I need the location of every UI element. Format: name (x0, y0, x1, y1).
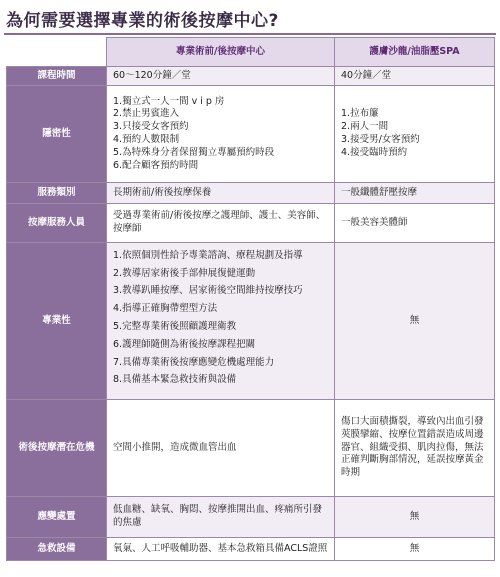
comparison-table (6, 37, 495, 561)
row-label: 術後按摩潛在危機 (7, 400, 107, 497)
row-professionalism (7, 243, 495, 400)
row-label: 專業性 (7, 243, 107, 400)
list-item: 6.護理師隨側為術後按摩課程把關 (113, 338, 256, 350)
list-item: 2.禁止男賓進入 (113, 108, 180, 120)
list-item: 1.拉布簾 (341, 108, 379, 120)
cell-salon: 一般纖體舒壓按摩 (335, 183, 495, 204)
list-item: 3.只接受女客預約 (113, 121, 189, 133)
cell-professional: 長期術前/術後按摩保養 (107, 183, 335, 204)
cell-professional: 氧氣、人工呼吸輔助器、基本急救箱具備ACLS證照 (107, 538, 335, 561)
list-item: 4.接受臨時預約 (341, 146, 408, 158)
list-item: 6.配合顧客預約時間 (113, 159, 199, 171)
row-emergency-response (7, 497, 495, 538)
cell-professional: 60～120分鐘／堂 (107, 67, 335, 86)
row-label: 按摩服務人員 (7, 204, 107, 243)
cell-professional: 空間小推開，造成微血管出血 (107, 400, 335, 497)
cell-salon: 無 (335, 497, 495, 538)
cell-salon (335, 86, 495, 183)
row-privacy (7, 86, 495, 183)
list-item: 2.兩人一間 (341, 121, 389, 133)
cell-salon: 無 (335, 538, 495, 561)
item-list (113, 250, 328, 388)
cell-professional (107, 86, 335, 183)
cell-professional: 低血糖、缺氧、胸悶、按摩推開出血、疼痛所引發的焦慮 (107, 497, 335, 538)
header-col-salon: 護膚沙龍/油脂壓SPA (335, 38, 495, 67)
row-potential-risk (7, 400, 495, 497)
row-first-aid-equipment (7, 538, 495, 561)
cell-salon: 一般美容美體師 (335, 204, 495, 243)
list-item: 2.教導居家術後手部伸展復健運動 (113, 267, 256, 279)
header-row (7, 38, 495, 67)
list-item: 8.具備基本緊急救技術與設備 (113, 374, 237, 386)
cell-salon: 傷口大面積撕裂，導致內出血引發莢膜攣縮、按摩位置錯誤造成周邊器官、組織受損、肌肉拉傷，無法正確判斷胸部情況，延誤按摩黃金時期 (335, 400, 495, 497)
cell-salon: 無 (335, 243, 495, 400)
list-item: 4.預約人數限制 (113, 134, 180, 145)
list-item: 4.指導正確胸帶塑型方法 (113, 303, 218, 315)
list-item: 5.完整專業術後照顧護理衛教 (113, 321, 237, 332)
item-list (341, 108, 488, 159)
row-staff (7, 204, 495, 243)
row-label: 急救設備 (7, 538, 107, 561)
cell-professional (107, 243, 335, 400)
title-divider (4, 33, 496, 35)
cell-salon: 40分鐘／堂 (335, 67, 495, 86)
item-list (113, 96, 328, 173)
row-service-type (7, 183, 495, 204)
row-label: 課程時間 (7, 67, 107, 86)
list-item: 3.接受男/女客預約 (341, 134, 420, 145)
row-label: 服務類別 (7, 183, 107, 204)
list-item: 3.教導趴睡按摩、居家術後空間維持按摩技巧 (113, 285, 303, 297)
row-label: 隱密性 (7, 86, 107, 183)
row-label: 應變處置 (7, 497, 107, 538)
page-title: 為何需要選擇專業的術後按摩中心? (6, 11, 279, 31)
list-item: 1.依照個別性給予專業諮詢、療程規劃及指導 (113, 249, 303, 261)
header-corner (7, 38, 107, 67)
row-course-time (7, 67, 495, 86)
list-item: 5.為特殊身分者保留獨立專屬預約時段 (113, 146, 275, 158)
cell-professional: 受過專業術前/術後按摩之護理師、護士、美容師、按摩師 (107, 204, 335, 243)
list-item: 7.具備專業術後按摩應變危機處理能力 (113, 356, 275, 368)
list-item: 1.獨立式一人一間 v i p 房 (113, 95, 225, 107)
header-col-professional: 專業術前/後按摩中心 (107, 38, 335, 67)
